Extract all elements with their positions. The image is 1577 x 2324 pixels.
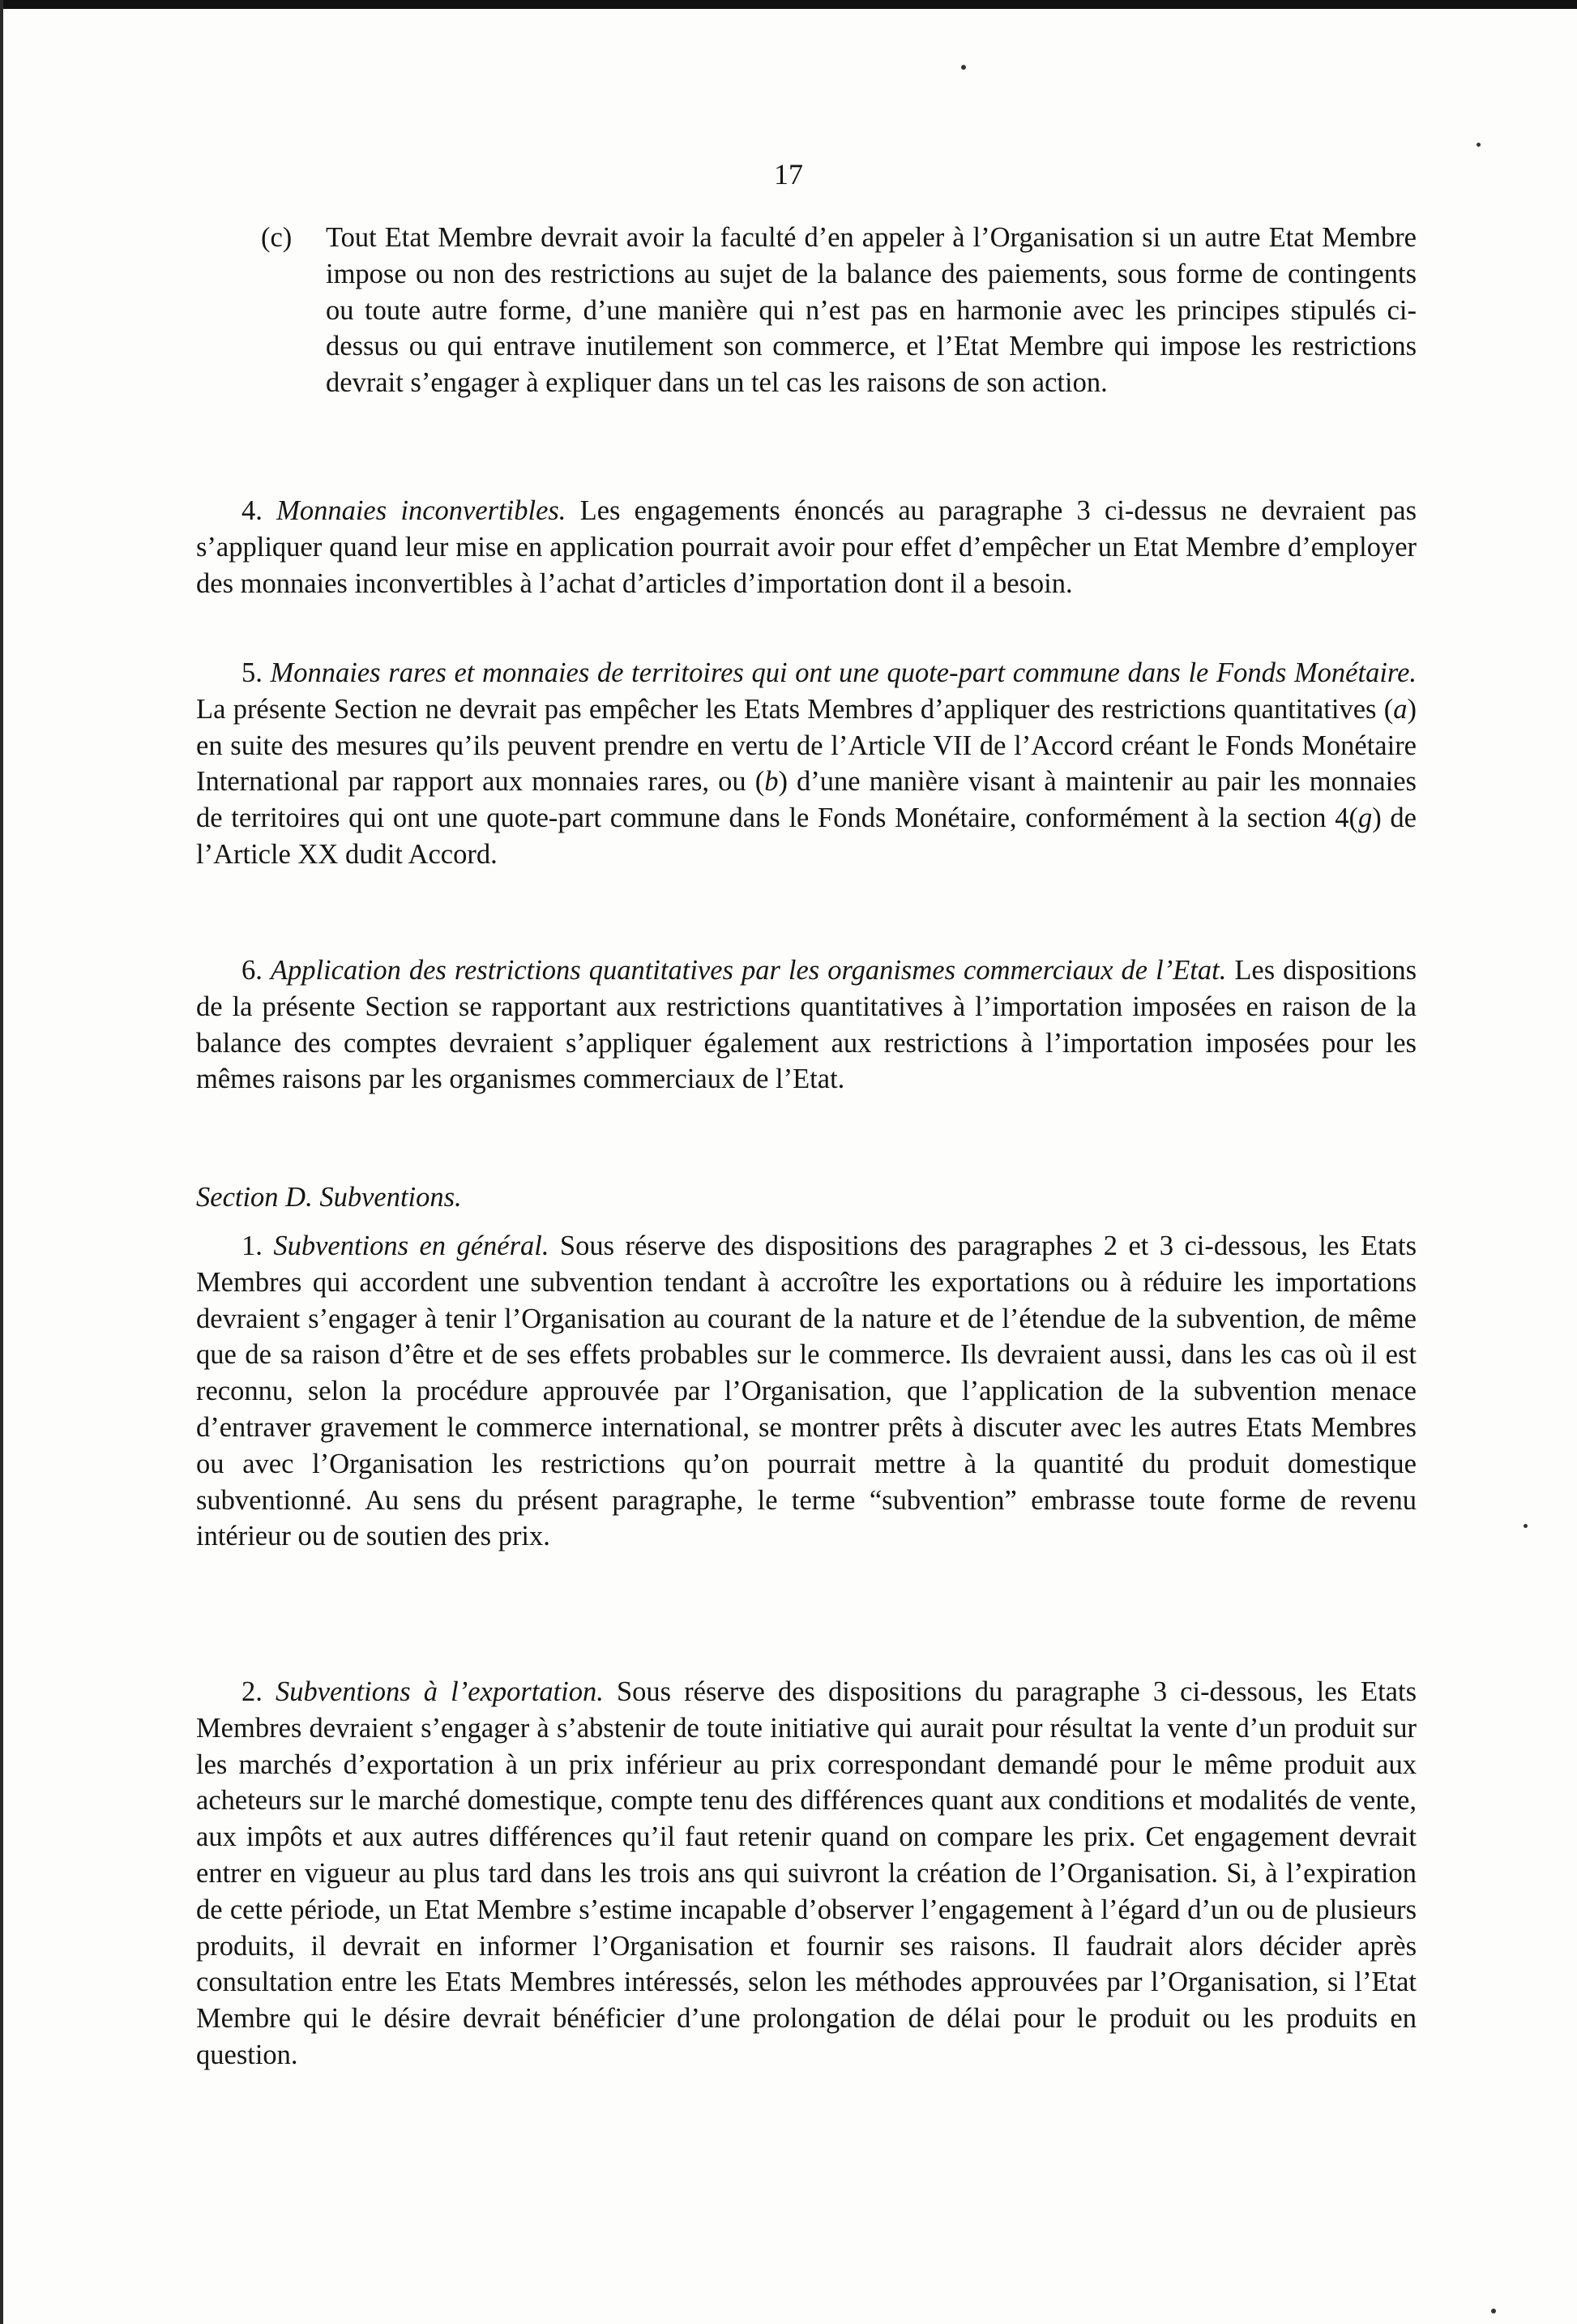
paragraph-4-text: Les engagements énoncés au paragraphe 3 ci-dessus ne devraient pas s’appliquer quand leur mise en application pourrait avoir pour effet d’empêcher un Etat Membre d’employer des monnaies inconvertibles à l’achat d’articles d’importation dont il a besoin.	[196, 495, 1417, 599]
scan-border-top	[0, 0, 1577, 9]
section-d-paragraph-2-body	[196, 1674, 1417, 2074]
paragraph-5-marker-a: a	[1393, 693, 1408, 725]
page-number: 17	[774, 158, 803, 190]
section-d	[196, 1179, 1417, 1216]
scan-speck	[1477, 143, 1481, 147]
section-d-paragraph-1-title: Subventions en général.	[273, 1230, 549, 1261]
section-d-paragraph-2-number: 2.	[241, 1676, 263, 1707]
section-d-heading: Section D. Subventions.	[196, 1182, 462, 1213]
section-d-paragraph-2-title: Subventions à l’exportation.	[275, 1676, 604, 1707]
paragraph-4	[196, 493, 1417, 601]
paragraph-5-text-2: ) en suite des mesures qu’ils peuvent prendre en vertu de l’Article VII de l’Accord créant le Fonds Monétaire International par rapport aux monnaies rares, ou (	[196, 693, 1417, 798]
paragraph-6	[196, 952, 1417, 1098]
section-d-paragraph-1	[196, 1228, 1417, 1555]
paragraph-4-title: Monnaies inconvertibles.	[276, 495, 566, 526]
paragraph-5-number: 5.	[241, 657, 263, 688]
paragraph-4-body	[196, 493, 1417, 601]
section-d-paragraph-2	[196, 1674, 1417, 2074]
paragraph-4-number: 4.	[241, 495, 263, 526]
paragraph-5-text-1: La présente Section ne devrait pas empêcher les Etats Membres d’appliquer des restrictions quantitatives (	[196, 693, 1394, 725]
scan-speck	[961, 65, 966, 70]
paragraph-c	[196, 220, 1417, 401]
section-d-paragraph-2-text: Sous réserve des dispositions du paragraphe 3 ci-dessous, les Etats Membres devraient s’engager à s’abstenir de toute initiative qui aurait pour résultat la vente d’un produit sur les marchés d’exportation à un prix inférieur au prix correspondant demandé pour le même produit aux acheteurs sur le marché domestique, compte tenu des différences quant aux conditions et modalités de vente, aux impôts et aux autres différences qu’il faut retenir quand on compare les prix. Cet engagement devrait entrer en vigueur au plus tard dans les trois ans qui suivront la création de l’Organisation. Si, à l’expiration de cette période, un Etat Membre s’estime incapable d’observer l’engagement à l’égard d’un ou de plusieurs produits, il devrait en informer l’Organisation et fournir ses raisons. Il faudrait alors décider après consultation entre les Etats Membres intéressés, selon les méthodes approuvées par l’Organisation, si l’Etat Membre qui le désire devrait bénéficier d’une prolongation de délai pour le produit ou les produits en question.	[196, 1676, 1417, 2070]
scan-border-left	[0, 0, 3, 2324]
paragraph-5-body	[196, 655, 1417, 873]
paragraph-5-title: Monnaies rares et monnaies de territoires qui ont une quote-part commune dans le Fonds Monétaire.	[270, 657, 1417, 688]
scan-speck	[1524, 1524, 1528, 1528]
section-d-paragraph-1-body	[196, 1228, 1417, 1555]
paragraph-6-body	[196, 952, 1417, 1098]
section-d-paragraph-1-number: 1.	[241, 1230, 263, 1261]
paragraph-c-body	[196, 220, 1417, 401]
paragraph-5	[196, 655, 1417, 873]
paragraph-5-marker-b: b	[764, 766, 779, 798]
paragraph-6-number: 6.	[241, 955, 263, 986]
paragraph-c-text: Tout Etat Membre devrait avoir la faculté d’en appeler à l’Organisation si un autre Etat Membre impose ou non des restrictions au sujet de la balance des paiements, sous forme de contingents ou toute autre forme, d’une manière qui n’est pas en harmonie avec les principes stipulés ci-dessus ou qui entrave inutilement son commerce, et l’Etat Membre qui impose les restrictions devrait s’engager à expliquer dans un tel cas les raisons de son action.	[326, 222, 1417, 399]
paragraph-5-marker-g: g	[1357, 802, 1373, 834]
section-d-paragraph-1-text: Sous réserve des dispositions des paragraphes 2 et 3 ci-dessous, les Etats Membres qui accordent une subvention tendant à accroître les exportations ou à réduire les importations devraient s’engager à tenir l’Organisation au courant de la nature et de l’étendue de la subvention, de même que de sa raison d’être et de ses effets probables sur le commerce. Ils devraient aussi, dans les cas où il est reconnu, selon la procédure approuvée par l’Organisation, que l’application de la subvention menace d’entraver gravement le commerce international, se montrer prêts à discuter avec les autres Etats Membres ou avec l’Organisation les restrictions qu’on pourrait mettre à la quantité du produit domestique subventionné. Au sens du présent paragraphe, le terme “subvention” embrasse toute forme de revenu intérieur ou de soutien des prix.	[196, 1230, 1417, 1552]
scan-speck	[1491, 2309, 1496, 2313]
paragraph-6-title: Application des restrictions quantitatives par les organismes commerciaux de l’Etat.	[270, 955, 1227, 986]
paragraph-5-text-3: ) d’une manière visant à maintenir au pair les monnaies de territoires qui ont une quote-part commune dans le Fonds Monétaire, conformément à la section 4(	[196, 766, 1417, 834]
paragraph-c-label: (c)	[261, 222, 293, 253]
paragraph-6-text: Les dispositions de la présente Section se rapportant aux restrictions quantitatives à l’importation imposées en raison de la balance des comptes devraient s’appliquer également aux restrictions à l’importation imposées pour les mêmes raisons par les organismes commerciaux de l’Etat.	[196, 955, 1417, 1095]
paragraph-5-text-4: ) de l’Article XX dudit Accord.	[196, 802, 1417, 870]
